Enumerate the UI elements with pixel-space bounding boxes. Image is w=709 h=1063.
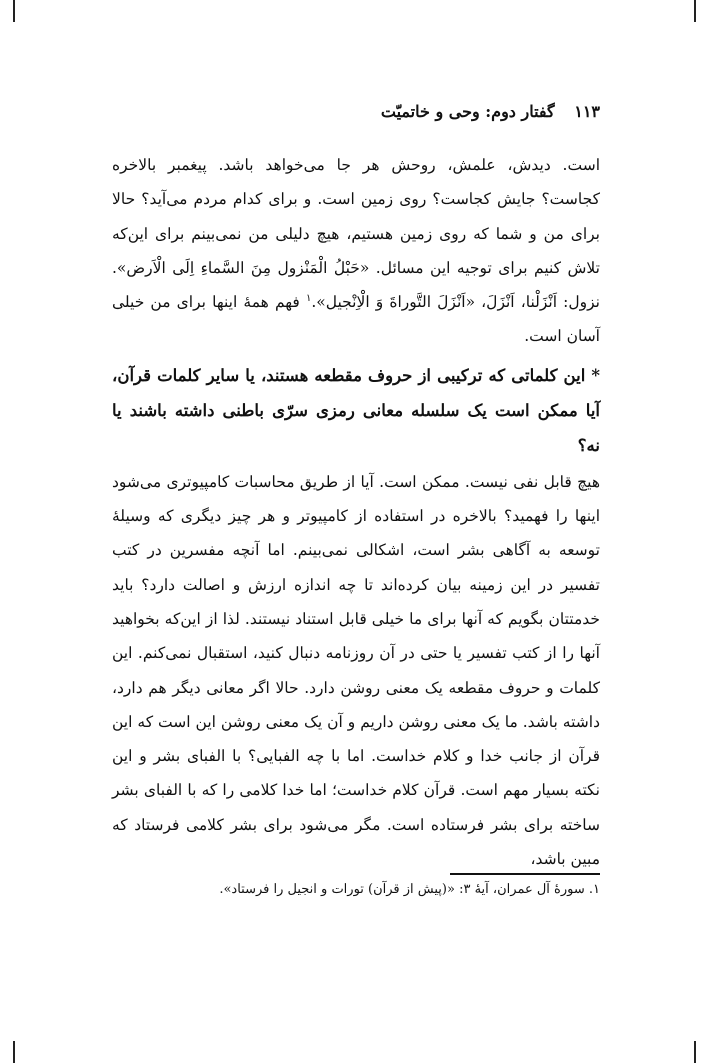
paragraph-1 — [112, 148, 600, 354]
footnote-divider — [450, 873, 600, 875]
crop-mark-bottom-right-vertical — [694, 1041, 696, 1063]
answer-paragraph: هیچ قابل نفی نیست. ممکن است. آیا از طریق محاسبات کامپیوتری می‌شود اینها را فهمید؟ بالاخره در استفاده از کامپیوتر و هر چیز دیگری که وسیلهٔ توسعه به آگاهی بشر است، اشکالی نمی‌بینم. اما آنچه مفسرین در کتب تفسیر در این زمینه بیان کرده‌اند تا چه اندازه ارزش و اصالت دارد؟ باید خدمتتان بگویم که آنها برای ما خیلی قابل استناد نیستند. لذا از این‌که بخواهید آنها را از کتب تفسیر یا حتی در آن روزنامه دنبال کنید، استقبال نمی‌کنم. این کلمات و حروف مقطعه یک معنی روشن دارد. حالا اگر معانی دیگر هم دارد، داشته باشد. ما یک معنی روشن داریم و آن یک معنی روشن این است که این قرآن از جانب خدا و کلام خداست. اما با چه الفبایی؟ با الفبای بشر و این نکته بسیار مهم است. قرآن کلام خداست؛ اما خدا کلامی را که با الفبای بشر ساخته برای بشر فرستاده است. مگر می‌شود برای بشر کلامی فرستاد که مبین باشد، — [112, 472, 600, 869]
crop-mark-top-right-vertical — [694, 0, 696, 22]
crop-mark-bottom-left-vertical — [13, 1041, 15, 1063]
footnote-reference: ۱ — [305, 293, 312, 305]
running-header — [110, 102, 600, 121]
footnote: ۱. سورهٔ آل عمران، آیهٔ ۳: «(پیش از قرآن) تورات و انجیل را فرستاد». — [219, 882, 600, 897]
paragraph-1-text: است. دیدش، علمش، روحش هر جا می‌خواهد باشد. پیغمبر بالاخره کجاست؟ جایش کجاست؟ روی زمین است. و برای کدام مردم می‌آید؟ حالا برای من و شما که روی زمین هستیم، هیچ دلیلی من نمی‌بینم برای این‌که تلاش کنیم برای توجیه این مسائل. «حَبْلُ الْمَنْزول مِنَ السَّماءِ اِلَی الْاَرض». نزول: اَنْزَلْنا، اَنْزَلَ، «اَنْزَلَ التَّوراةَ وَ الْاِنْجیل». — [112, 156, 600, 312]
paragraph-1-continuation: فهم همهٔ اینها برای من خیلی آسان است. — [112, 293, 600, 346]
main-text — [112, 148, 600, 876]
crop-mark-top-left-vertical — [13, 0, 15, 22]
page-number: ۱۱۳ — [574, 102, 600, 121]
chapter-title: گفتار دوم: وحی و خاتمیّت — [380, 102, 555, 121]
question-paragraph: * این کلماتی که ترکیبی از حروف مقطعه هستند، یا سایر کلمات قرآن، آیا ممکن است یک سلسله معانی رمزی سرّی باطنی داشته باشند یا نه؟ — [112, 365, 600, 455]
